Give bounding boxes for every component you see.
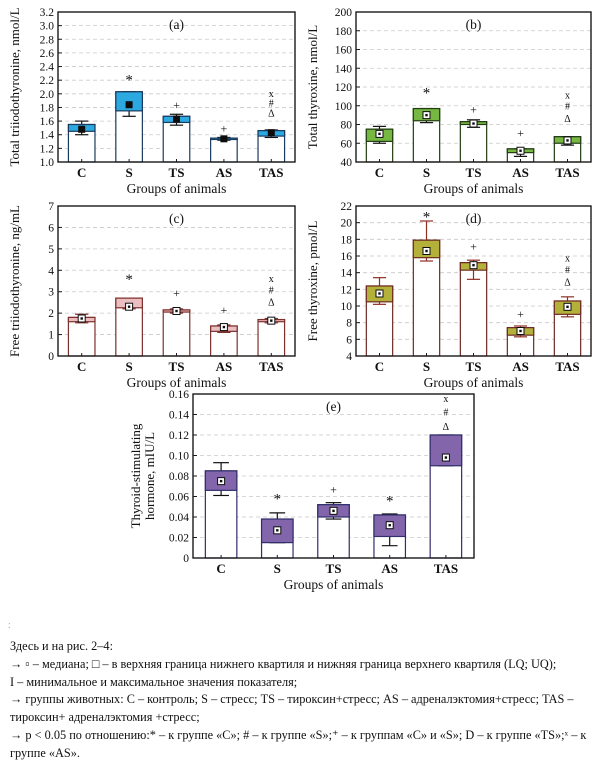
svg-text:TS: TS [465, 359, 482, 374]
svg-text:Groups of animals: Groups of animals [283, 577, 384, 592]
svg-text:Δ: Δ [442, 421, 450, 433]
svg-text:#: # [268, 285, 274, 297]
svg-text:200: 200 [334, 7, 352, 19]
svg-text:1.4: 1.4 [39, 129, 54, 142]
svg-text:TAS: TAS [555, 165, 580, 180]
svg-text:x: x [268, 88, 274, 100]
svg-text:7: 7 [48, 201, 54, 213]
svg-text:(a): (a) [169, 17, 184, 32]
svg-text:*: * [125, 72, 133, 89]
svg-text:*: * [422, 209, 431, 226]
svg-text:0.10: 0.10 [168, 450, 189, 463]
svg-text:TAS: TAS [555, 359, 580, 374]
boxplot-svg-e [127, 386, 481, 594]
caption-line-significance: → p < 0.05 по отношению:* – к группе «C»; # – к группе «S»;⁺ – к группам «C» и «S»; D – к группе «TS»;ˣ – к группе «AS». [10, 728, 587, 760]
svg-text:60: 60 [340, 138, 352, 151]
svg-text:+: + [517, 307, 524, 322]
svg-text:160: 160 [334, 44, 352, 57]
svg-text:+: + [220, 303, 228, 317]
svg-text:0: 0 [183, 553, 189, 565]
svg-text:+: + [517, 125, 524, 140]
svg-text:2.4: 2.4 [39, 61, 54, 74]
svg-text:3.0: 3.0 [39, 20, 54, 33]
svg-text:S: S [422, 165, 431, 180]
svg-text:0.04: 0.04 [168, 512, 189, 524]
svg-text:10: 10 [340, 301, 352, 313]
svg-text:22: 22 [340, 201, 352, 213]
svg-text:C: C [216, 561, 226, 576]
svg-text:Δ: Δ [268, 108, 275, 120]
svg-text:(e): (e) [326, 399, 341, 414]
svg-text:0.14: 0.14 [168, 409, 189, 422]
svg-text:180: 180 [334, 25, 352, 38]
svg-text:(d): (d) [465, 211, 482, 226]
svg-text:(c): (c) [169, 211, 184, 226]
svg-text:20: 20 [340, 217, 352, 230]
svg-text:+: + [470, 102, 477, 117]
svg-text:AS: AS [215, 165, 233, 180]
svg-text:Groups of animals: Groups of animals [423, 181, 524, 196]
svg-text:2.8: 2.8 [39, 34, 54, 47]
svg-text:Δ: Δ [564, 277, 571, 289]
panel-d-free-thyroxine-chart [304, 198, 598, 392]
svg-text:TAS: TAS [433, 561, 459, 576]
svg-text:AS: AS [512, 165, 529, 180]
stray-mark: : [8, 620, 11, 631]
svg-text:16: 16 [340, 251, 352, 263]
svg-text:#: # [565, 265, 570, 277]
svg-text:AS: AS [381, 561, 399, 576]
panel-e-tsh-chart [127, 386, 481, 594]
svg-text:x: x [443, 394, 449, 406]
svg-text:Free thyroxine, pmol/L: Free thyroxine, pmol/L [305, 220, 320, 342]
svg-text:TS: TS [168, 165, 185, 180]
svg-text:C: C [77, 165, 87, 180]
svg-text:AS: AS [512, 359, 529, 374]
svg-text:6: 6 [346, 334, 352, 347]
svg-text:(b): (b) [465, 17, 482, 32]
boxplot-svg-b [304, 4, 598, 198]
svg-text:120: 120 [334, 82, 352, 94]
svg-text:2.6: 2.6 [39, 47, 54, 60]
svg-text:hormone, mIU/L: hormone, mIU/L [142, 431, 157, 521]
svg-text:x: x [565, 90, 570, 102]
svg-text:2: 2 [48, 308, 54, 321]
svg-text:TS: TS [465, 165, 482, 180]
svg-text:S: S [125, 165, 133, 180]
svg-text:0.16: 0.16 [168, 389, 189, 401]
svg-text:2.0: 2.0 [39, 88, 54, 101]
caption-line-groups: → группы животных: C – контроль; S – стресс; TS – тироксин+стресс; AS – адреналэктомия+стресс; TAS – тироксин+ адреналэктомия +стресс; [10, 692, 574, 725]
panel-b-total-thyroxine-chart [304, 4, 598, 198]
svg-text:C: C [77, 359, 87, 374]
svg-text:Thyroid-stimulating: Thyroid-stimulating [128, 423, 143, 529]
svg-text:0.02: 0.02 [168, 532, 189, 545]
boxplot-svg-c [6, 198, 302, 392]
svg-text:0: 0 [48, 351, 54, 363]
svg-text:AS: AS [215, 359, 233, 374]
svg-text:6: 6 [48, 222, 54, 235]
svg-text:1.0: 1.0 [39, 157, 54, 169]
svg-text:+: + [173, 98, 180, 113]
svg-text:Groups of animals: Groups of animals [126, 375, 227, 390]
figure-caption [10, 638, 596, 763]
svg-text:+: + [220, 121, 228, 136]
svg-text:3: 3 [48, 286, 54, 299]
svg-text:14: 14 [340, 267, 352, 280]
svg-text:Groups of animals: Groups of animals [423, 375, 524, 390]
svg-text:1.2: 1.2 [39, 143, 54, 156]
svg-text:1.6: 1.6 [39, 116, 54, 129]
svg-text:*: * [125, 272, 133, 288]
svg-text:x: x [268, 273, 274, 285]
svg-text:S: S [273, 561, 281, 576]
svg-text:#: # [443, 407, 449, 419]
svg-text:S: S [125, 359, 133, 374]
svg-text:Total triiodothyronine, nmol/L: Total triiodothyronine, nmol/L [7, 7, 22, 167]
boxplot-svg-d [304, 198, 598, 392]
svg-text:4: 4 [48, 265, 54, 278]
panel-c-free-triiodothyronine-chart [6, 198, 302, 392]
svg-text:+: + [173, 285, 180, 300]
svg-text:12: 12 [340, 284, 352, 297]
svg-text:Total thyroxine, nmol/L: Total thyroxine, nmol/L [305, 24, 320, 150]
svg-text:TAS: TAS [259, 359, 284, 374]
svg-text:#: # [268, 98, 274, 110]
panel-a-total-triiodothyronine-chart [6, 4, 302, 198]
svg-text:TAS: TAS [259, 165, 284, 180]
svg-text:TS: TS [168, 359, 185, 374]
svg-text:3.2: 3.2 [39, 7, 54, 19]
svg-text:0.08: 0.08 [168, 471, 189, 483]
svg-text:Groups of animals: Groups of animals [126, 181, 227, 196]
svg-text:140: 140 [334, 63, 352, 76]
caption-line-median-quartiles: → ▫ – медиана; □ – в верхняя граница нижнего квартиля и нижняя граница верхнего квартиля (LQ; UQ); [10, 656, 557, 671]
svg-text:18: 18 [340, 234, 352, 247]
svg-text:*: * [422, 85, 431, 102]
svg-text:Δ: Δ [268, 297, 275, 309]
svg-text:#: # [565, 101, 570, 113]
svg-text:0.12: 0.12 [168, 430, 189, 442]
svg-text:*: * [385, 493, 394, 510]
svg-text:+: + [330, 482, 337, 497]
svg-text:100: 100 [334, 100, 352, 113]
svg-text:8: 8 [346, 317, 352, 330]
svg-text:1: 1 [48, 329, 54, 342]
svg-text:Free triiodothyronine, ng/mL: Free triiodothyronine, ng/mL [7, 204, 22, 358]
svg-text:+: + [470, 239, 477, 254]
svg-text:5: 5 [48, 243, 54, 256]
boxplot-svg-a [6, 4, 302, 198]
svg-text:0.06: 0.06 [168, 491, 189, 504]
svg-text:x: x [565, 253, 570, 265]
caption-line-minmax: I – минимальное и максимальное значения показателя; [10, 674, 298, 689]
svg-text:C: C [374, 165, 385, 180]
svg-text:1.8: 1.8 [39, 102, 54, 115]
svg-text:4: 4 [346, 351, 352, 363]
caption-line-heading: Здесь и на рис. 2–4: [10, 639, 113, 653]
svg-text:80: 80 [340, 119, 352, 132]
svg-text:TS: TS [325, 561, 342, 576]
svg-text:2.2: 2.2 [39, 75, 54, 88]
svg-text:Δ: Δ [564, 113, 571, 125]
svg-text:40: 40 [340, 157, 352, 169]
svg-text:C: C [374, 359, 385, 374]
svg-text:*: * [273, 491, 282, 508]
svg-text:S: S [422, 359, 431, 374]
